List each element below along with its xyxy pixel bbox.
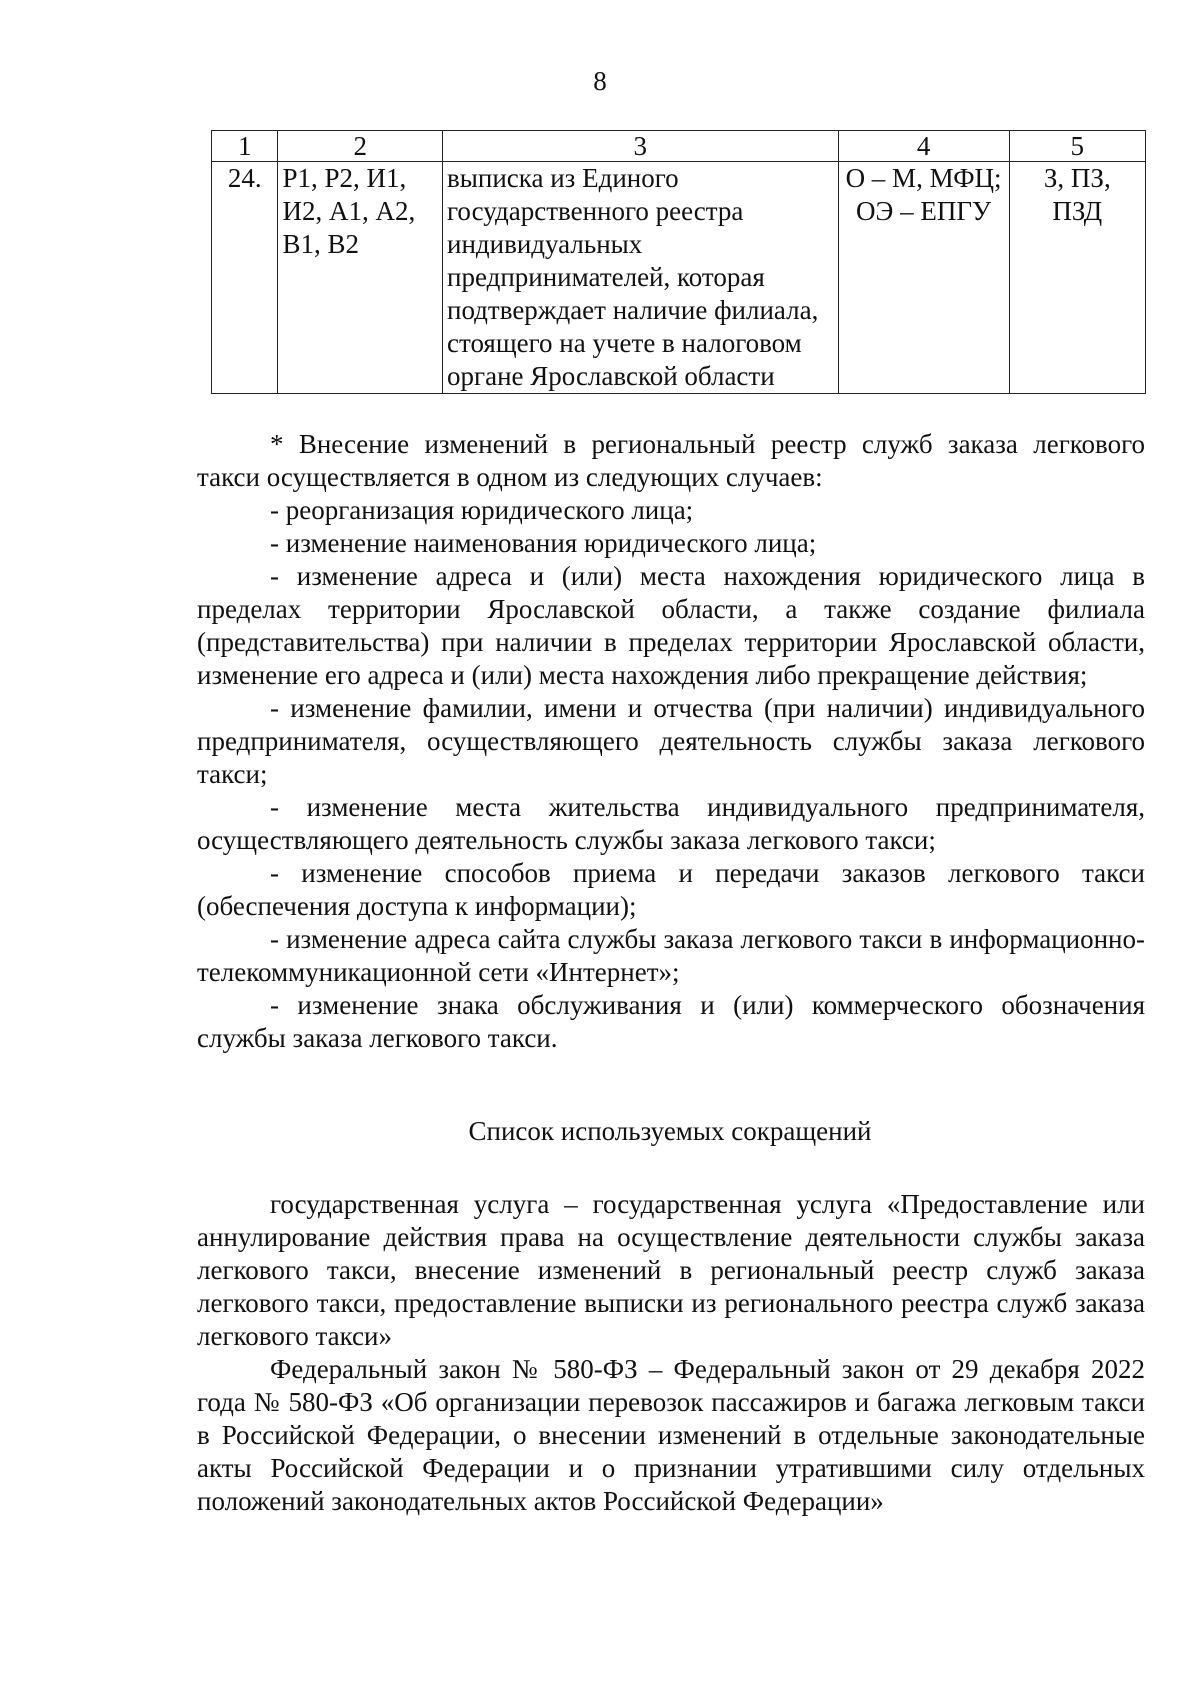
footnote-list-item: - изменение адреса и (или) места нахождения юридического лица в пределах территории Ярославской области, а также создание филиала (представительства) при наличии в пределах территории Ярославской области, изменение его адреса и (или) места нахождения либо прекращение действия; — [197, 561, 1145, 690]
cell-line: ОЭ – ЕПГУ — [856, 196, 992, 226]
abbreviations-section — [197, 1188, 1145, 1518]
application-type-cell — [1009, 162, 1145, 394]
footnote-list-item: - изменение фамилии, имени и отчества (при наличии) индивидуального предпринимателя, осуществляющего деятельность службы заказа легкового такси; — [197, 693, 1145, 789]
table-header-cell: 2 — [278, 131, 443, 162]
table-header-cell: 1 — [212, 131, 278, 162]
footnote-paragraph: * Внесение изменений в региональный реестр служб заказа легкового такси осуществляется в одном из следующих случаев: — [197, 429, 1145, 492]
table-header-cell: 3 — [443, 131, 839, 162]
table-header-cell: 5 — [1009, 131, 1145, 162]
footnote-list-item: - изменение наименования юридического лица; — [270, 528, 817, 558]
cell-line: стоящего на учете в налоговом — [447, 328, 802, 358]
requirements-table — [211, 130, 1146, 394]
cell-line: предпринимателей, которая — [447, 262, 765, 292]
table-row — [212, 162, 1146, 394]
abbreviation-paragraph: государственная услуга – государственная услуга «Предоставление или аннулирование действия права на осуществление деятельности службы заказа легкового такси, внесение изменений в региональный реестр служб заказа легкового такси, предоставление выписки из регионального реестра служб заказа легкового такси» — [197, 1189, 1145, 1351]
cell-line: Р1, Р2, И1, — [282, 163, 407, 193]
page-number: 8 — [593, 66, 607, 96]
cell-line: О – М, МФЦ; — [845, 163, 1002, 193]
cell-line: ПЗД — [1052, 196, 1103, 226]
footnote-section — [197, 428, 1145, 1055]
footnote-list-item: - изменение знака обслуживания и (или) коммерческого обозначения службы заказа легкового такси. — [197, 990, 1145, 1053]
footnote-list-item: - реорганизация юридического лица; — [270, 495, 694, 525]
cell-line: государственного реестра — [447, 196, 744, 226]
applicant-codes-cell — [278, 162, 443, 394]
footnote-list-item: - изменение места жительства индивидуального предпринимателя, осуществляющего деятельность службы заказа легкового такси; — [197, 792, 1145, 855]
footnote-list-item: - изменение способов приема и передачи заказов легкового такси (обеспечения доступа к информации); — [197, 858, 1145, 921]
table-header-cell: 4 — [838, 131, 1009, 162]
footnote-list-item: - изменение адреса сайта службы заказа легкового такси в информационно-телекоммуникационной сети «Интернет»; — [197, 924, 1145, 987]
cell-line: З, ПЗ, — [1043, 163, 1111, 193]
cell-line: выписка из Единого — [447, 163, 679, 193]
abbreviations-title: Список используемых сокращений — [468, 1116, 872, 1146]
row-number-cell: 24. — [212, 162, 278, 394]
submission-method-cell — [838, 162, 1009, 394]
abbreviation-paragraph: Федеральный закон № 580-ФЗ – Федеральный закон от 29 декабря 2022 года № 580-ФЗ «Об организации перевозок пассажиров и багажа легковым такси в Российской Федерации, о внесении изменений в отдельные законодательные акты Российской Федерации и о признании утратившими силу отдельных положений законодательных актов Российской Федерации» — [197, 1354, 1145, 1516]
cell-line: органе Ярославской области — [447, 361, 775, 391]
cell-line: подтверждает наличие филиала, — [447, 295, 819, 325]
document-description-cell — [443, 162, 839, 394]
cell-line: индивидуальных — [447, 229, 643, 259]
cell-line: И2, А1, А2, — [282, 196, 416, 226]
table-header-row — [212, 131, 1146, 162]
cell-line: В1, В2 — [282, 229, 360, 259]
